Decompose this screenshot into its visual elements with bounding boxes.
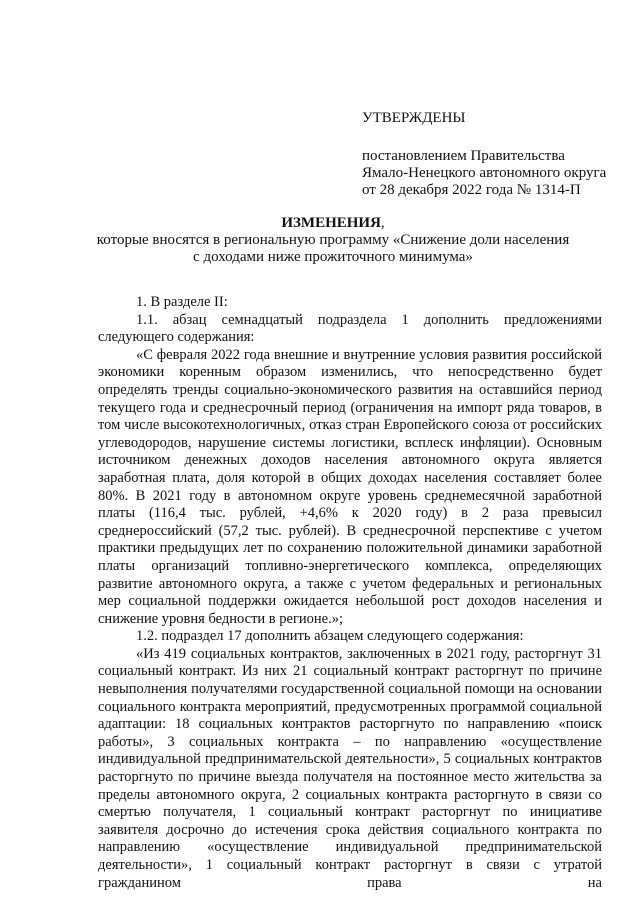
paragraph-1-2: 1.2. подраздел 17 дополнить абзацем следующего содержания: xyxy=(136,628,524,645)
approval-block xyxy=(362,110,632,199)
document-subtitle: которые вносятся в региональную программу «Снижение доли населения с доходами ниже прожиточного минимума» xyxy=(96,232,570,265)
document-body xyxy=(98,294,602,892)
paragraph-quote-economy: «С февраля 2022 года внешние и внутренние условия развития российской экономики коренным образом изменились, что непосредственно будет определять тренды социально-экономического развития на оставшийся период текущего года и среднесрочный период (ограничения на импорт ряда товаров, в том числе высокотехнологичных, отказ стран Европейского союза от российских углеводородов, нарушение системы логистики, всплеск инфляции). Основным источником денежных доходов населения автономного округа является заработная плата, доля которой в общих доходах населения составляет более 80%. В 2021 году в автономном округе уровень среднемесячной заработной платы (116,4 тыс. рублей, +4,6% к 2020 году) в 2 раза превысил среднероссийский (57,2 тыс. рублей). В среднесрочной перспективе с учетом практики предыдущих лет по сохранению положительной динамики заработной платы организаций топливно-энергетического комплекса, определяющих развитие автономного округа, а также с учетом федеральных и региональных мер социальной поддержки ожидается небольшой рост доходов населения и снижение уровня бедности в регионе.»; xyxy=(98,346,602,627)
paragraph-1-1: 1.1. абзац семнадцатый подраздела 1 дополнить предложениями следующего содержания: xyxy=(98,311,602,346)
approval-title: УТВЕРЖДЕНЫ xyxy=(362,110,466,126)
document-heading xyxy=(96,215,570,266)
paragraph-section-ii: 1. В разделе II: xyxy=(136,294,228,310)
approval-line-3: от 28 декабря 2022 года № 1314-П xyxy=(362,182,581,198)
document-title-suffix: , xyxy=(380,215,385,231)
approval-line-1: постановлением Правительства xyxy=(362,148,565,164)
paragraph-quote-contracts: «Из 419 социальных контрактов, заключенных в 2021 году, расторгнут 31 социальный контракт. Из них 21 социальный контракт расторгнут по причине невыполнения получателями государственной социальной помощи на основании социального контракта мероприятий, предусмотренных программой социальной адаптации: 18 социальных контрактов расторгнуто по направлению «поиск работы», 3 социальных контракта – по направлению «осуществление индивидуальной предпринимательской деятельности», 5 социальных контрактов расторгнуто по причине выезда получателя на постоянное место жительства за пределы автономного округа, 2 социальных контракта расторгнуто в связи со смертью получателя, 1 социальный контракт расторгнут по инициативе заявителя досрочно до истечения срока действия социального контракта по направлению «осуществление индивидуальной предпринимательской деятельности», 1 социальный контракт расторгнут в связи с утратой гражданином права на xyxy=(98,645,602,891)
document-title: ИЗМЕНЕНИЯ xyxy=(281,215,381,231)
approval-line-2: Ямало-Ненецкого автономного округа xyxy=(362,165,607,181)
